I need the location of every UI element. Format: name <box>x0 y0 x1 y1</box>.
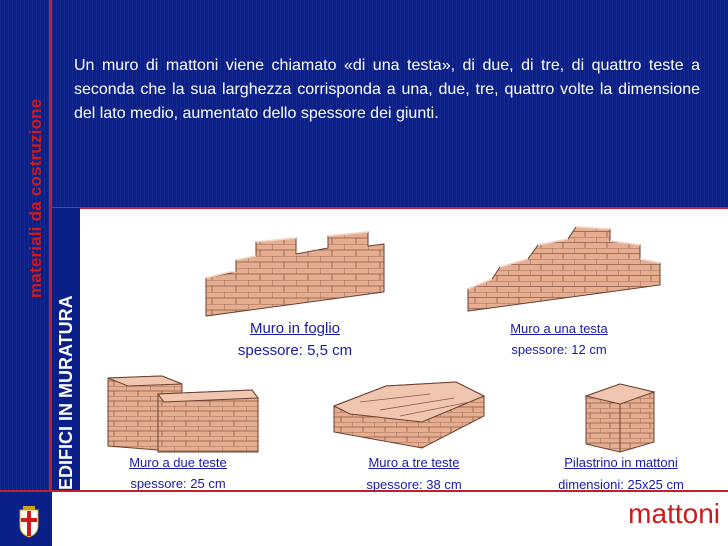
caption-foglio <box>210 318 380 362</box>
caption-due-teste-spec: spessore: 25 cm <box>130 476 226 491</box>
caption-una-testa-spec: spessore: 12 cm <box>511 342 607 357</box>
caption-una-testa-title: Muro a una testa <box>510 321 608 336</box>
caption-tre-teste <box>344 452 484 496</box>
wall-una-testa-illustration <box>464 215 664 315</box>
caption-una-testa <box>484 318 634 360</box>
caption-tre-teste-title: Muro a tre teste <box>368 455 460 470</box>
wall-foglio-illustration <box>200 220 390 320</box>
city-crest-icon <box>18 506 40 538</box>
footer-title: mattoni <box>628 498 720 529</box>
caption-due-teste <box>108 452 248 494</box>
caption-tre-teste-spec: spessore: 38 cm <box>366 477 462 492</box>
header-divider <box>52 207 728 209</box>
caption-foglio-title: Muro in foglio <box>249 320 341 337</box>
intro-paragraph: Un muro di mattoni viene chiamato «di una testa», di due, di tre, di quattro teste a seconda che la sua larghezza corrisponda a una, due, tre, quattro volte la dimensione del lato medio, aumentato dello spessore dei giunti. <box>74 57 700 122</box>
caption-pilastrino-title: Pilastrino in mattoni <box>564 455 678 470</box>
section-text: EDIFICI IN MURATURA <box>56 295 76 490</box>
pillar-illustration <box>580 378 660 454</box>
caption-due-teste-title: Muro a due teste <box>129 455 227 470</box>
wall-tre-teste-illustration <box>330 372 490 452</box>
caption-pilastrino <box>536 452 706 496</box>
wall-due-teste-illustration <box>102 366 262 456</box>
caption-foglio-spec: spessore: 5,5 cm <box>237 342 353 359</box>
caption-pilastrino-spec: dimensioni: 25x25 cm <box>558 477 684 492</box>
topic-text: materiali da costruzione <box>26 98 45 298</box>
